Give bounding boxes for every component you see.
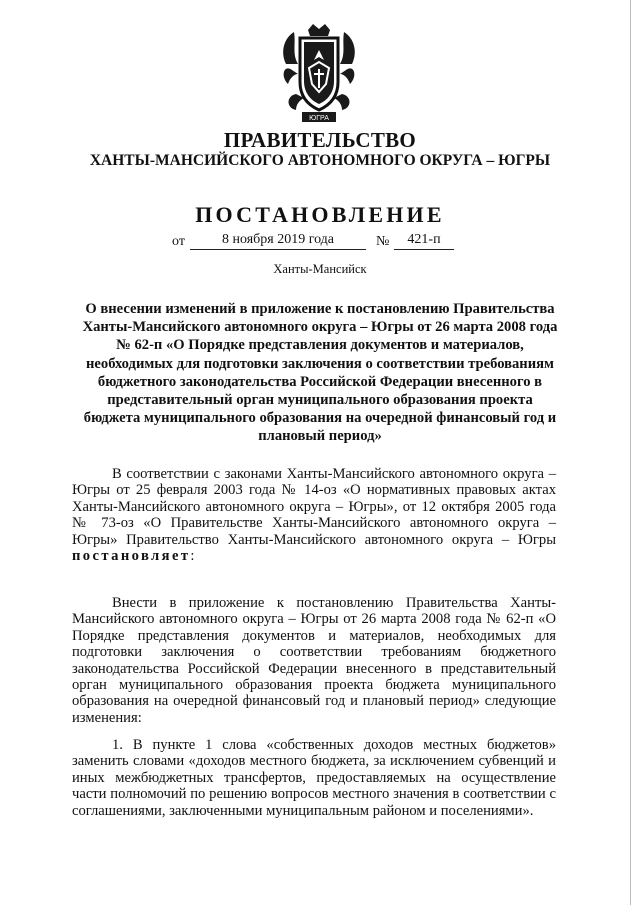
- date-number-line: [172, 230, 472, 252]
- scan-edge-line: [630, 0, 631, 905]
- emblem-caption: ЮГРА: [309, 115, 329, 122]
- resolution-word: постановляет: [72, 548, 191, 565]
- government-name: ПРАВИТЕЛЬСТВО: [223, 128, 417, 152]
- date-prefix: от: [172, 234, 185, 249]
- preamble-paragraph: [72, 466, 556, 564]
- coat-of-arms-emblem: [278, 24, 360, 128]
- number-prefix: №: [376, 234, 390, 249]
- amendment-intro-paragraph: Внести в приложение к постановлению Правительства Ханты-Мансийского автономного округа – Югры от 26 марта 2008 года № 62-п «О Порядке представления документов и материалов, необходимых для подготовки заключения о соответствии требованиям бюджетного законодательства Российской Федерации внесенного в представительный орган муниципального образования проекта бюджета муниципального образования на очередной финансовый год и плановый период» следующие изменения:: [72, 595, 556, 726]
- document-date: 8 ноября 2019 года: [190, 232, 366, 250]
- document-title: О внесении изменений в приложение к постановлению Правительства Ханты-Мансийского автономного округа – Югры от 26 марта 2008 года № 62-п «О Порядке представления документов и материалов, необходимых для подготовки заключения о соответствии требованиям бюджетного законодательства Российской Федерации внесенного в представительный орган муниципального образования проекта бюджета муниципального образования на очередной финансовый год и плановый период»: [82, 301, 558, 445]
- document-number: 421-п: [394, 232, 454, 250]
- government-region: ХАНТЫ-МАНСИЙСКОГО АВТОНОМНОГО ОКРУГА – ЮГРЫ: [89, 152, 551, 169]
- document-type: ПОСТАНОВЛЕНИЕ: [195, 202, 445, 227]
- preamble-text: В соответствии с законами Ханты-Мансийского автономного округа – Югры от 25 февраля 2003 года № 14-оз «О нормативных правовых актах Ханты-Мансийского автономного округа – Югры», от 12 октября 2005 года № 73-оз «О Правительстве Ханты-Мансийского автономного округа – Югры» Правительство Ханты-Мансийского автономного округа – Югры: [72, 466, 556, 548]
- city-name: Ханты-Мансийск: [273, 262, 367, 276]
- preamble-end: :: [190, 548, 195, 565]
- amendment-item-1: 1. В пункте 1 слова «собственных доходов местных бюджетов» заменить словами «доходов местного бюджета, за исключением субвенций и иных межбюджетных трансфертов, предоставляемых на осуществление части полномочий по решению вопросов местного значения в соответствии с соглашениями, заключенными муниципальным районом и поселениями».: [72, 737, 556, 819]
